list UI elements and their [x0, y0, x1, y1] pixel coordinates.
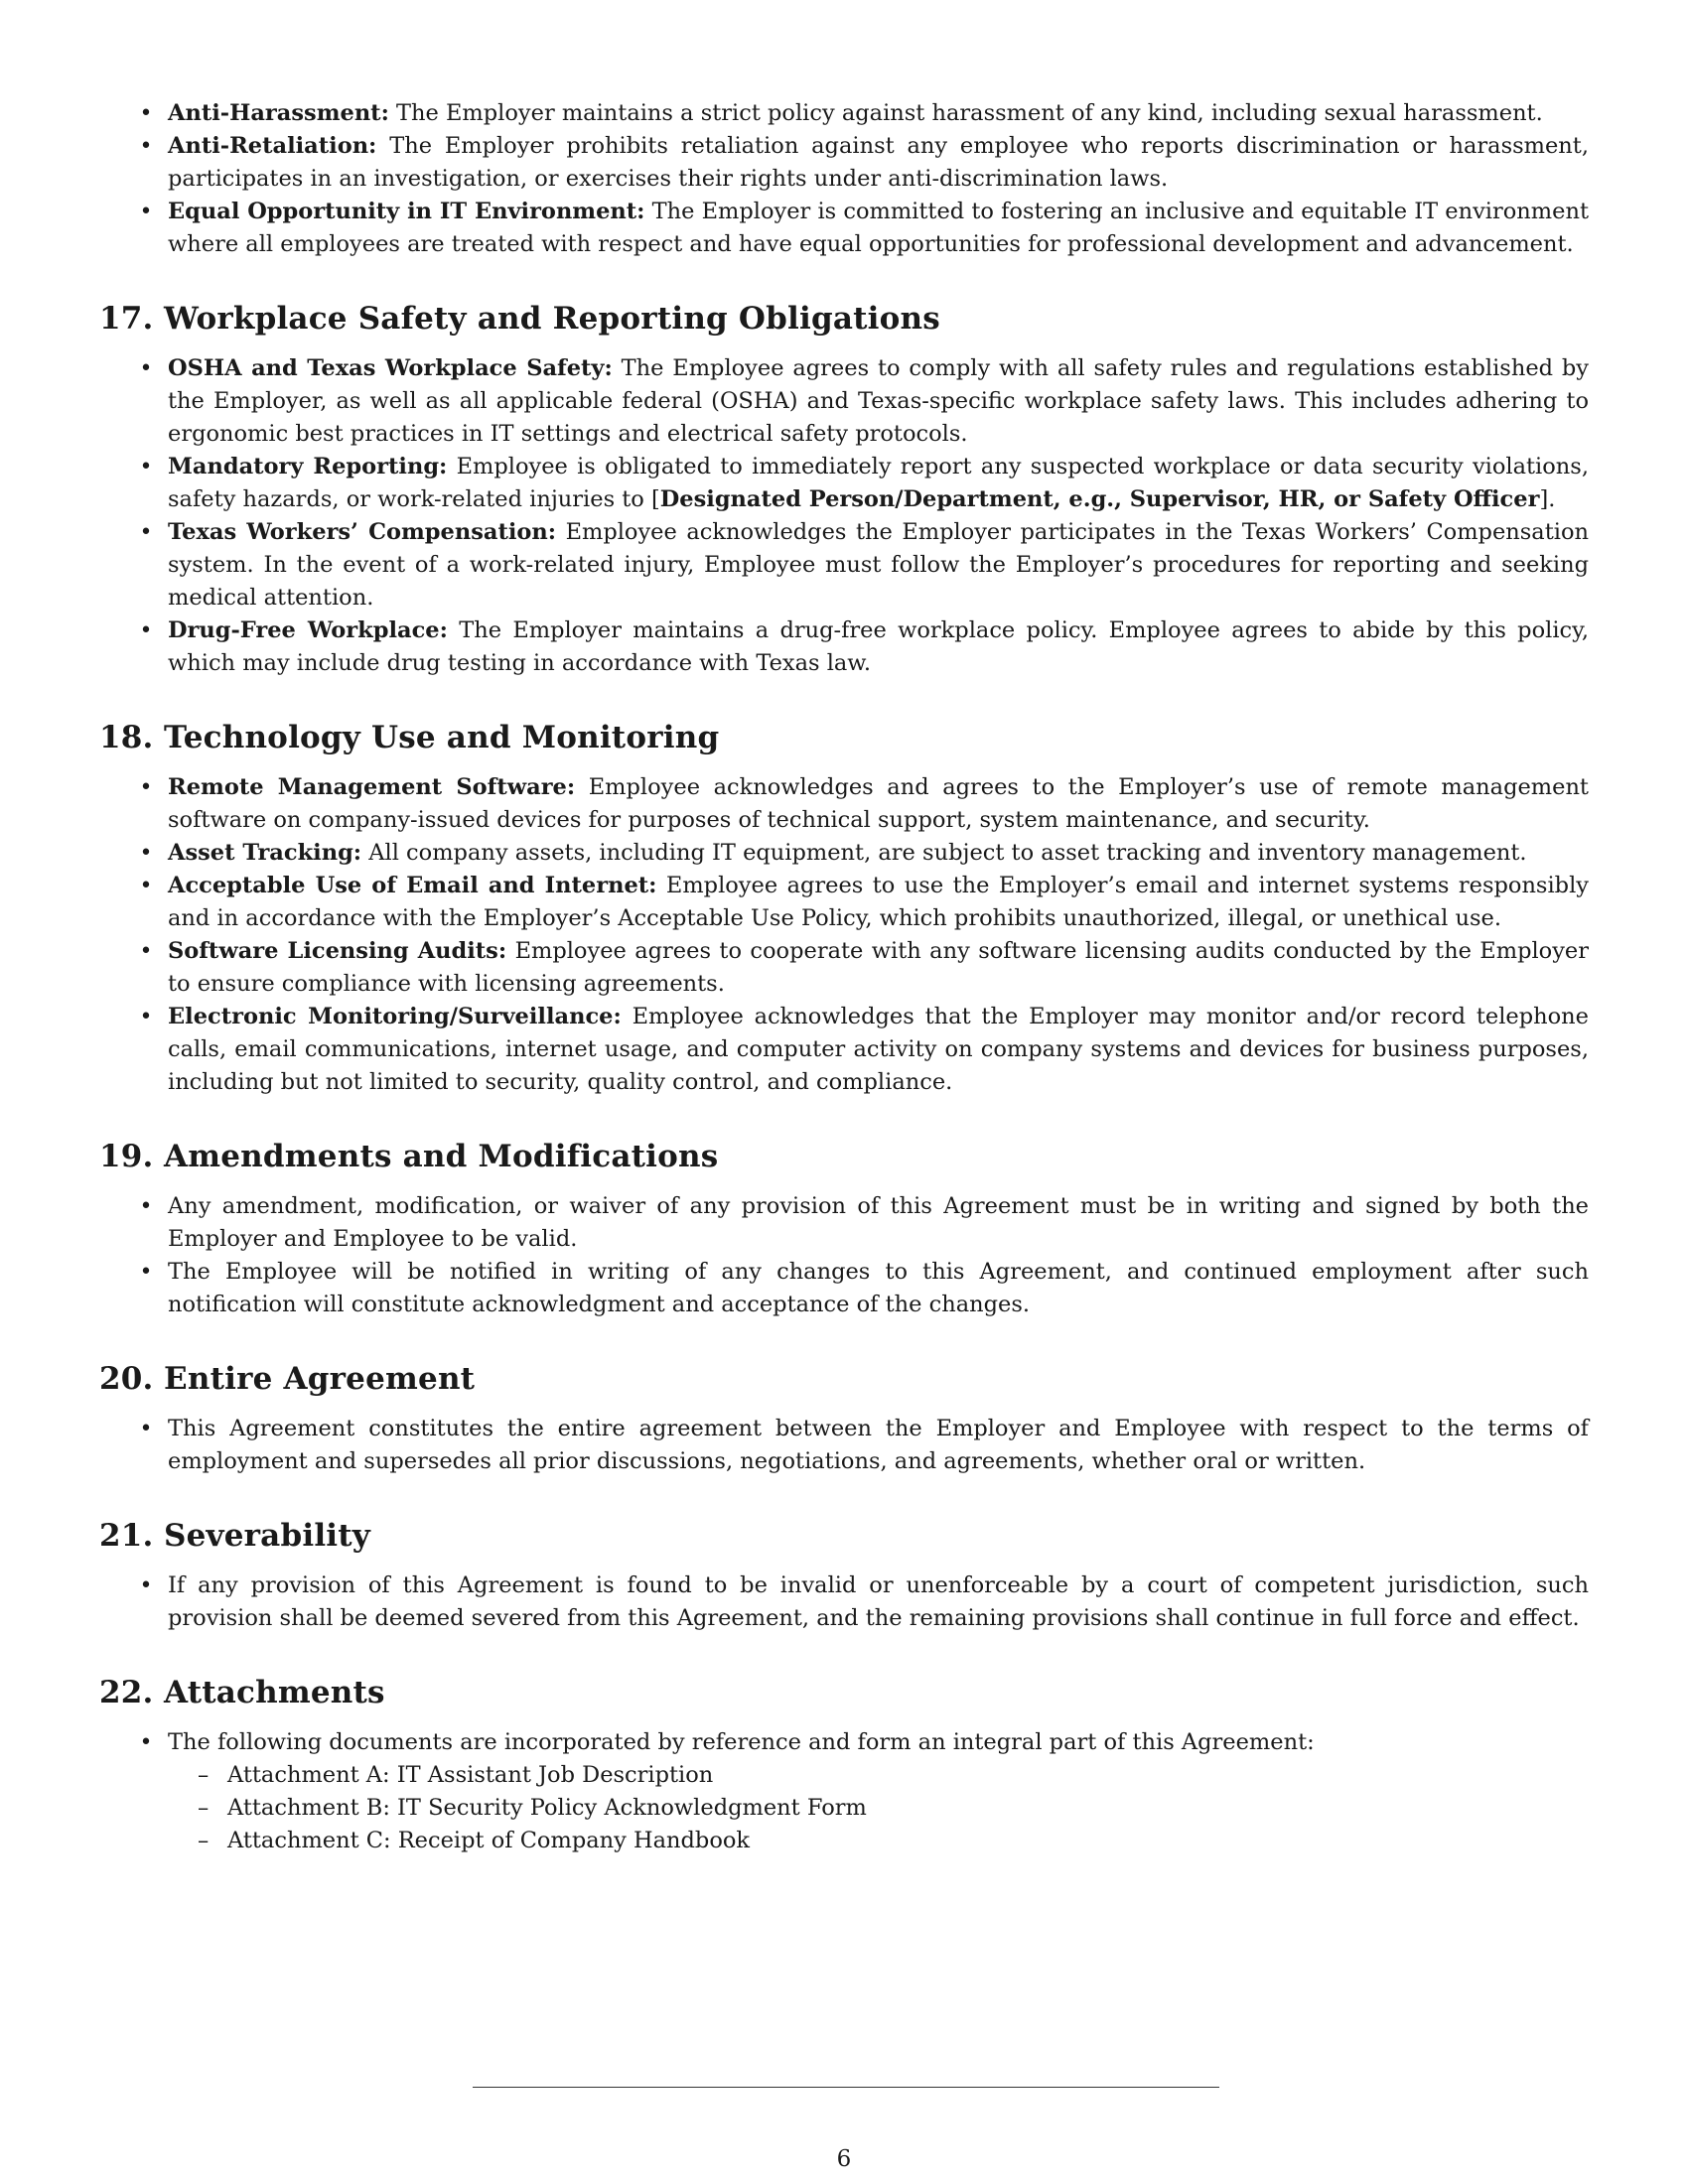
item-text: The Employer maintains a strict policy against harassment of any kind, including sexual harassment. — [388, 100, 1543, 126]
section-heading — [99, 718, 1589, 757]
bullet-icon: • — [139, 775, 153, 800]
section-heading — [99, 1673, 1589, 1712]
item-text: Employee is obligated to immediately report any suspected workplace or data security violations, safety hazards, or work-related injuries to [ — [168, 454, 1589, 512]
section-heading — [99, 299, 1589, 339]
attachment-item — [198, 1759, 1589, 1792]
item-text: The Employer is committed to fostering an inclusive and equitable IT environment where all employees are treated with respect and have equal opportunities for professional development and advancement. — [168, 199, 1589, 257]
item-label: Software Licensing Audits: — [168, 938, 507, 964]
dash-icon: – — [198, 1795, 210, 1821]
bullet-icon: • — [139, 1730, 153, 1755]
bullet-icon: • — [139, 200, 153, 224]
list-item — [99, 516, 1589, 614]
section-list — [99, 1570, 1589, 1635]
list-item — [99, 614, 1589, 680]
list-item — [99, 870, 1589, 935]
section-list — [99, 1413, 1589, 1478]
section-number: 19. — [99, 1139, 154, 1174]
item-label: Drug-Free Workplace: — [168, 617, 448, 643]
item-label: Equal Opportunity in IT Environment: — [168, 199, 645, 224]
item-label: OSHA and Texas Workplace Safety: — [168, 355, 613, 381]
section-list — [99, 1726, 1589, 1857]
section-list — [99, 1190, 1589, 1321]
list-item — [99, 837, 1589, 870]
bullet-icon: • — [139, 1194, 153, 1219]
bullet-icon: • — [139, 356, 153, 381]
item-label: Anti-Retaliation: — [168, 133, 377, 159]
section-title: Technology Use and Monitoring — [164, 720, 720, 755]
list-item — [99, 97, 1589, 130]
section-number: 17. — [99, 301, 154, 337]
item-text: If any provision of this Agreement is found to be invalid or unenforceable by a court of competent jurisdiction, such provision shall be deemed severed from this Agreement, and the remaining provisions shall continue in full force and effect. — [168, 1572, 1589, 1631]
bullet-icon: • — [139, 874, 153, 898]
item-label: Asset Tracking: — [168, 840, 362, 866]
list-item — [99, 352, 1589, 451]
attachment-label: Attachment B: IT Security Policy Acknowledgment Form — [227, 1795, 867, 1821]
item-text: The Employee agrees to comply with all safety rules and regulations established by the Employer, as well as all applicable federal (OSHA) and Texas-specific workplace safety laws. This includes adhering to ergonomic best practices in IT settings and electrical safety protocols. — [168, 355, 1589, 447]
section-list — [99, 352, 1589, 680]
bullet-icon: • — [139, 1260, 153, 1285]
list-item — [99, 451, 1589, 516]
section-title: Amendments and Modifications — [164, 1139, 719, 1174]
bullet-icon: • — [139, 841, 153, 866]
bullet-icon: • — [139, 134, 153, 159]
section-list — [99, 771, 1589, 1099]
section-title: Entire Agreement — [164, 1361, 476, 1397]
dash-icon: – — [198, 1762, 210, 1788]
item-label: Remote Management Software: — [168, 774, 576, 800]
item-label: Texas Workers’ Compensation: — [168, 519, 557, 545]
item-text: This Agreement constitutes the entire agreement between the Employer and Employee with respect to the terms of employment and supersedes all prior discussions, negotiations, and agreements, whether oral or written. — [168, 1416, 1589, 1474]
attachment-list — [168, 1759, 1589, 1857]
section-heading — [99, 1359, 1589, 1399]
list-item — [99, 1256, 1589, 1321]
item-text: The Employee will be notified in writing of any changes to this Agreement, and continued employment after such notification will constitute acknowledgment and acceptance of the changes. — [168, 1259, 1589, 1317]
item-text: Employee acknowledges and agrees to the Employer’s use of remote management software on company-issued devices for purposes of technical support, system maintenance, and security. — [168, 774, 1589, 833]
item-text: Employee agrees to cooperate with any software licensing audits conducted by the Employer to ensure compliance with licensing agreements. — [168, 938, 1589, 997]
section-title: Severability — [164, 1518, 371, 1554]
item-text: The following documents are incorporated by reference and form an integral part of this Agreement: — [168, 1729, 1315, 1755]
attachment-item — [198, 1792, 1589, 1825]
attachment-label: Attachment C: Receipt of Company Handbook — [227, 1828, 751, 1853]
section-heading — [99, 1137, 1589, 1176]
placeholder-text: Designated Person/Department, e.g., Supervisor, HR, or Safety Officer — [659, 486, 1540, 512]
item-text: Employee acknowledges the Employer participates in the Texas Workers’ Compensation system. In the event of a work-related injury, Employee must follow the Employer’s procedures for reporting and seeking medical attention. — [168, 519, 1589, 611]
bullet-icon: • — [139, 939, 153, 964]
item-text: Employee agrees to use the Employer’s email and internet systems responsibly and in accordance with the Employer’s Acceptable Use Policy, which prohibits unauthorized, illegal, or unethical use. — [168, 873, 1589, 931]
item-text: Employee acknowledges that the Employer may monitor and/or record telephone calls, email communications, internet usage, and computer activity on company systems and devices for business purposes, including but not limited to security, quality control, and compliance. — [168, 1004, 1589, 1095]
section-title: Workplace Safety and Reporting Obligations — [164, 301, 940, 337]
section-title: Attachments — [164, 1675, 385, 1710]
list-item — [99, 1190, 1589, 1256]
item-text-after: ]. — [1539, 486, 1556, 512]
item-text: The Employer maintains a drug-free workplace policy. Employee agrees to abide by this policy, which may include drug testing in accordance with Texas law. — [168, 617, 1589, 676]
section-number: 18. — [99, 720, 154, 755]
bullet-icon: • — [139, 618, 153, 643]
list-item — [99, 1001, 1589, 1099]
intro-list — [99, 97, 1589, 261]
list-item — [99, 771, 1589, 837]
bullet-icon: • — [139, 520, 153, 545]
list-item — [99, 1413, 1589, 1478]
bullet-icon: • — [139, 1573, 153, 1598]
item-label: Anti-Harassment: — [168, 100, 389, 126]
list-item — [99, 130, 1589, 196]
attachment-label: Attachment A: IT Assistant Job Description — [227, 1762, 714, 1788]
attachment-item — [198, 1825, 1589, 1857]
horizontal-rule — [473, 2087, 1219, 2088]
list-item — [99, 1570, 1589, 1635]
item-label: Acceptable Use of Email and Internet: — [168, 873, 657, 898]
page-content — [99, 97, 1589, 1857]
section-number: 22. — [99, 1675, 154, 1710]
item-label: Mandatory Reporting: — [168, 454, 448, 479]
dash-icon: – — [198, 1828, 210, 1853]
list-item — [99, 935, 1589, 1001]
section-number: 21. — [99, 1518, 154, 1554]
section-number: 20. — [99, 1361, 154, 1397]
bullet-icon: • — [139, 101, 153, 126]
bullet-icon: • — [139, 455, 153, 479]
bullet-icon: • — [139, 1417, 153, 1441]
item-text: Any amendment, modification, or waiver of any provision of this Agreement must be in writing and signed by both the Employer and Employee to be valid. — [168, 1193, 1589, 1252]
page-number: 6 — [836, 2146, 852, 2172]
list-item — [99, 1726, 1589, 1857]
item-label: Electronic Monitoring/Surveillance: — [168, 1004, 622, 1029]
list-item — [99, 196, 1589, 261]
item-text: The Employer prohibits retaliation against any employee who reports discrimination or harassment, participates in an investigation, or exercises their rights under anti-discrimination laws. — [168, 133, 1589, 192]
bullet-icon: • — [139, 1005, 153, 1029]
section-heading — [99, 1516, 1589, 1556]
item-text: All company assets, including IT equipment, are subject to asset tracking and inventory management. — [361, 840, 1527, 866]
